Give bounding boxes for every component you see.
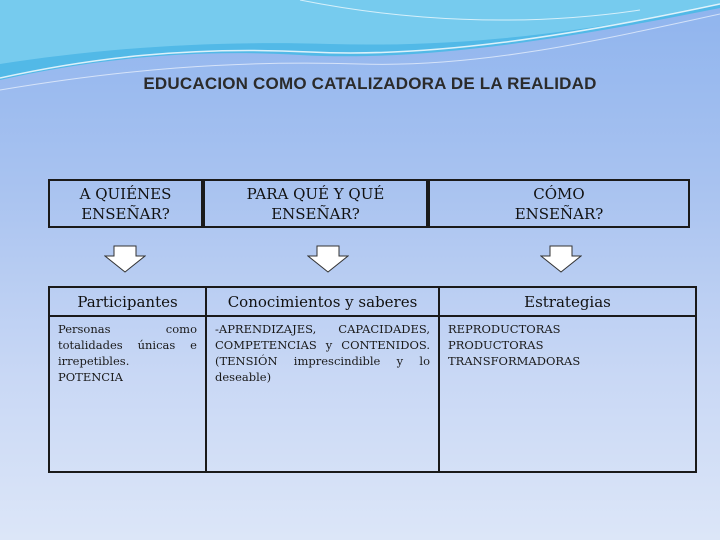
- slide-title: EDUCACION COMO CATALIZADORA DE LA REALIDAD: [143, 74, 597, 93]
- question-who-line1: A QUIÉNES: [79, 184, 172, 203]
- body-line: Personas como totalidades únicas e irrepetibles.: [58, 322, 197, 368]
- down-arrow-icon: [307, 245, 349, 273]
- column-header: Participantes: [50, 288, 205, 317]
- column-header: Conocimientos y saberes: [207, 288, 438, 317]
- column-knowledge: [207, 288, 440, 471]
- question-box-what: [203, 179, 428, 228]
- question-box-how: [428, 179, 690, 228]
- column-participants: [50, 288, 207, 471]
- question-how-line1: CÓMO: [533, 184, 585, 203]
- question-how-line2: ENSEÑAR?: [514, 204, 604, 223]
- body-line: POTENCIA: [58, 370, 123, 384]
- column-header: Estrategias: [440, 288, 695, 317]
- question-what-line1: PARA QUÉ Y QUÉ: [246, 184, 385, 203]
- down-arrow-icon: [104, 245, 146, 273]
- body-line: PRODUCTORAS: [448, 338, 544, 352]
- question-who-line2: ENSEÑAR?: [81, 204, 170, 223]
- body-line: REPRODUCTORAS: [448, 322, 561, 336]
- body-line: -APRENDIZAJES, CAPACIDADES, COMPETENCIAS y CONTENIDOS. (TENSIÓN imprescindible y lo deseable): [215, 322, 430, 384]
- body-line: TRANSFORMADORAS: [448, 354, 581, 368]
- answers-table: [48, 286, 697, 473]
- down-arrow-icon: [540, 245, 582, 273]
- decorative-waves: [0, 0, 720, 120]
- column-strategies: [440, 288, 695, 471]
- column-body: [207, 317, 438, 389]
- column-body: [50, 317, 205, 389]
- question-what-line2: ENSEÑAR?: [271, 204, 360, 223]
- question-box-who: [48, 179, 203, 228]
- column-body: [440, 317, 695, 373]
